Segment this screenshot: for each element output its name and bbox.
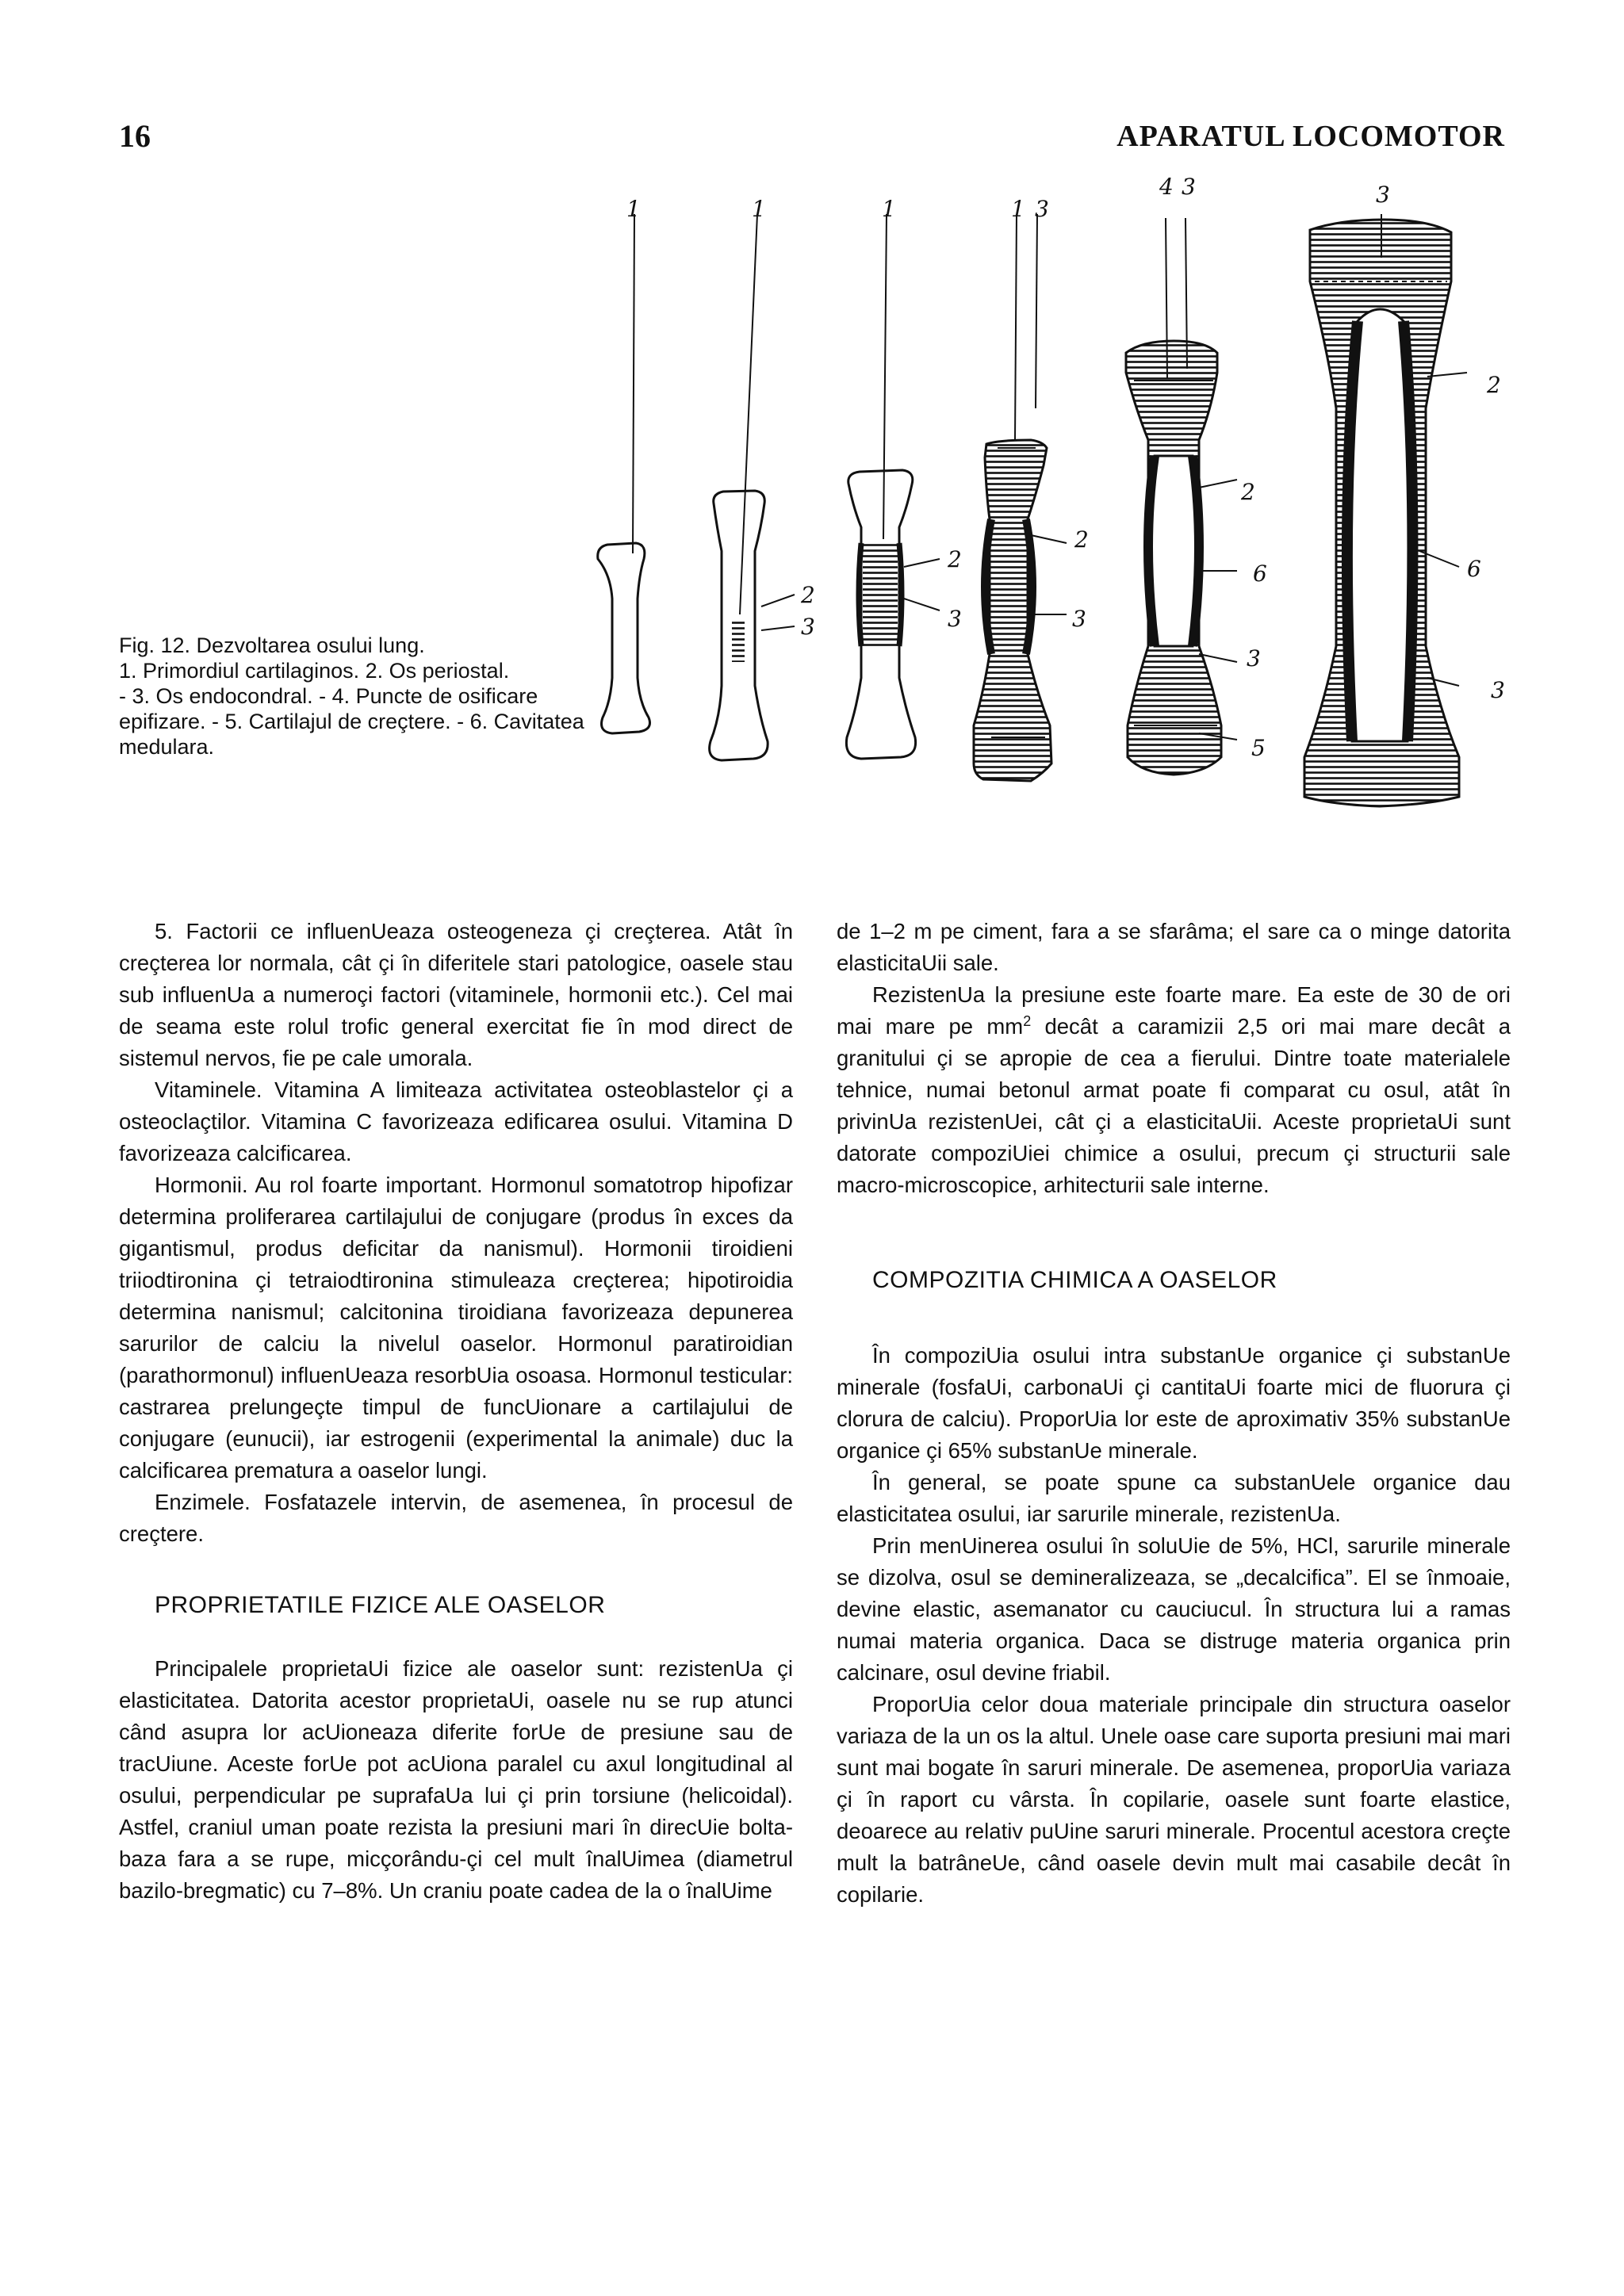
figure-caption	[119, 633, 587, 760]
bone-stage-5	[1126, 218, 1237, 775]
section-heading: COMPOZITIA CHIMICA A OASELOR	[872, 1267, 1277, 1293]
figure-label: 3	[1247, 645, 1261, 672]
caption-line: medulara.	[119, 735, 215, 759]
bone-development-figure	[587, 170, 1538, 828]
figure-label: 5	[1251, 735, 1266, 761]
figure-label: 3	[1072, 606, 1086, 632]
figure-label: 1	[1011, 196, 1025, 222]
paragraph	[837, 979, 1511, 1201]
caption-line: - 3. Os endocondral. - 4. Puncte de osificare	[119, 684, 538, 708]
paragraph: de 1–2 m pe ciment, fara a se sfarâma; el sare ca o minge datorita elasticitaUii sale.	[837, 919, 1511, 975]
figure-label: 3	[1035, 196, 1049, 222]
paragraph-text: decât a caramizii 2,5 ori mai mare decât a granitului çi se apropie de cea a fierului. Dintre toate materialele tehnice, numai betonul armat poate fi comparat cu osul, atât în privinUa rezistenUei, cât çi a elasticitaUii. Aceste proprietaUi sunt datorate compoziUiei chimice a osului, precum çi structurii sale macro-microscopice, arhitecturii sale interne.	[837, 1014, 1511, 1197]
paragraph: Enzimele. Fosfatazele intervin, de asemenea, în procesul de creçtere.	[119, 1490, 793, 1546]
caption-line: epifizare. - 5. Cartilajul de creçtere. - 6. Cavitatea	[119, 710, 584, 733]
right-column	[837, 916, 1511, 1911]
figure-label: 3	[948, 606, 962, 632]
superscript: 2	[1023, 1012, 1032, 1029]
figure-label: 6	[1253, 561, 1267, 587]
bone-stage-1	[598, 214, 650, 733]
figure-label: 3	[1376, 182, 1390, 208]
paragraph: Vitaminele. Vitamina A limiteaza activitatea osteoblastelor çi a osteoclaçtilor. Vitamina C favorizeaza edificarea osului. Vitamina D favorizeaza calcificarea.	[119, 1077, 793, 1165]
bone-stage-6	[1304, 214, 1467, 806]
paragraph: În general, se poate spune ca substanUele organice dau elasticitatea osului, iar sarurile minerale, rezistenUa.	[837, 1470, 1511, 1526]
figure-label: 6	[1467, 556, 1481, 582]
caption-line: 1. Primordiul cartilaginos. 2. Os periostal.	[119, 659, 510, 683]
figure-label: 3	[1491, 677, 1505, 703]
page-number: 16	[119, 118, 151, 154]
bone-stage-2	[710, 214, 795, 760]
figure-label: 2	[1487, 372, 1501, 398]
bone-stage-4	[974, 214, 1067, 781]
figure-label: 1	[752, 196, 766, 222]
bone-stage-3	[846, 214, 940, 759]
figure-label: 3	[801, 614, 815, 640]
paragraph-text: RezistenUa la presiune este foarte mare. Ea este de 30 de ori mai mare pe mm	[837, 982, 1511, 1039]
running-head: APARATUL LOCOMOTOR	[1116, 120, 1505, 153]
paragraph: ProporUia celor doua materiale principale din structura oaselor variaza de la un os la altul. Unele oase care suporta presiuni mai mari sunt mai bogate în saruri minerale. De asemenea, proporUia variaza çi în raport cu vârsta. În copilarie, oasele sunt foarte elastice, deoarece au relativ puUine saruri minerale. Procentul acestora creçte mult la batrâneUe, când oasele devin mult mai casabile decât în copilarie.	[837, 1692, 1511, 1907]
paragraph: Prin menUinerea osului în soluUie de 5%, HCl, sarurile minerale se dizolva, osul se demineralizeaza, se „decalcifica”. El se înmoaie, devine elastic, asemanator cu cauciucul. În structura lui a ramas numai materia organica. Daca se distruge materia organica prin calcinare, osul devine friabil.	[837, 1533, 1511, 1685]
paragraph: Principalele proprietaUi fizice ale oaselor sunt: rezistenUa çi elasticitatea. Datorita acestor proprietaUi, oasele nu se rup atunci când asupra lor acUioneaza diferite forUe de presiune sau de tracUiune. Aceste forUe pot acUiona paralel cu axul longitudinal al osului, perpendicular pe suprafaUa lui çi prin torsiune (helicoidal). Astfel, craniul uman poate rezista la presiuni mari în direcUie bolta-baza fara a se rupe, micçorându-çi cel mult înalUimea (diametrul bazilo-bregmatic) cu 7–8%. Un craniu poate cadea de la o înalUime	[119, 1656, 793, 1903]
figure-label: 2	[1074, 526, 1089, 553]
figure-label: 2	[801, 582, 815, 608]
figure-label: 4	[1159, 174, 1174, 200]
section-heading: PROPRIETATILE FIZICE ALE OASELOR	[155, 1592, 606, 1618]
figure-label: 2	[1241, 479, 1255, 505]
left-column	[119, 916, 793, 1907]
figure-label: 2	[948, 546, 962, 572]
figure-label: 1	[626, 196, 641, 222]
caption-line: Fig. 12. Dezvoltarea osului lung.	[119, 633, 425, 657]
figure-label: 1	[882, 196, 896, 222]
paragraph: În compoziUia osului intra substanUe organice çi substanUe minerale (fosfaUi, carbonaUi çi cantitaUi foarte mici de fluorura çi clorura de calciu). ProporUia lor este de aproximativ 35% substanUe organice çi 65% substanUe minerale.	[837, 1343, 1511, 1463]
figure-label: 3	[1182, 174, 1196, 200]
paragraph: Hormonii. Au rol foarte important. Hormonul somatotrop hipofizar determina proliferarea cartilajului de conjugare (produs în exces da gigantismul, produs deficitar da nanismul). Hormonii tiroidieni triiodtironina çi tetraiodtironina stimuleaza creçterea; hipotiroidia determina nanismul; calcitonina tiroidiana favorizeaza depunerea sarurilor de calciu la nivelul oaselor. Hormonul paratiroidian (parathormonul) influenUeaza resorbUia osoasa. Hormonul testicular: castrarea prelungeçte timpul de funcUionare a cartilajului de conjugare (eunucii), iar estrogenii (experimental la animale) duc la calcificarea prematura a oaselor lungi.	[119, 1173, 793, 1483]
paragraph: 5. Factorii ce influenUeaza osteogeneza çi creçterea. Atât în creçterea lor normala, cât çi în diferitele stari patologice, oasele stau sub influenUa a numeroçi factori (vitaminele, hormonii etc.). Cel mai de seama este rolul trofic general exercitat fie în mod direct de sistemul nervos, fie pe cale umorala.	[119, 919, 793, 1070]
